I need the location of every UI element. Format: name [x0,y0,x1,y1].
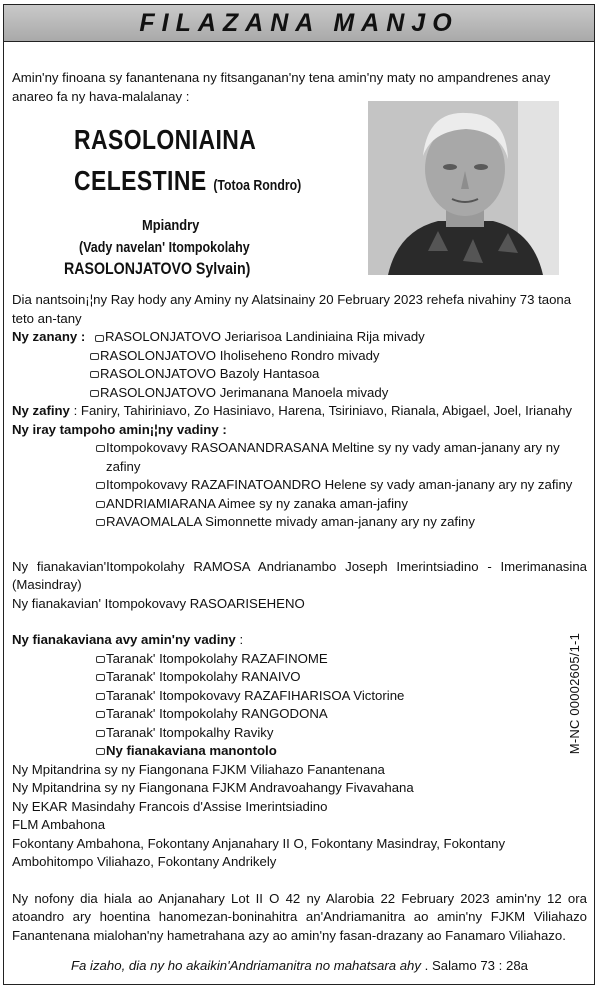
list-item: Itompokovavy RASOANANDRASANA Meltine sy ny vady aman-janany ary ny zafiny [90,439,587,476]
list-item: RASOLONJATOVO Iholiseheno Rondro mivady [84,347,587,366]
list-item: RASOLONJATOVO Jeriarisoa Landiniaina Rija mivady [89,329,425,344]
scripture-quote [12,957,587,976]
spouse-family-heading [12,631,587,650]
other-line: Fokontany Ambahona, Fokontany Anjanahary II O, Fokontany Masindray, Fokontany Ambohitompo Viliahazo, Fokontany Andrikely [12,835,506,869]
siblings-section [12,421,587,532]
children-section [12,328,587,402]
other-line: Ny EKAR Masindahy Francois d'Assise Imerintsiadino [12,798,328,814]
announcement-text: Dia nantsoin¡¦ny Ray hody any Aminy ny Alatsinainy 20 February 2023 rehefa nivahiny 73 taona teto an-tany [12,292,572,326]
list-item: Itompokovavy RAZAFINATOANDRO Helene sy vady aman-janany ary ny zafiny [90,476,587,495]
siblings-label: Ny iray tampoho amin¡¦ny vadiny : [12,421,227,437]
spouse-name: RASOLONJATOVO Sylvain) [64,260,251,278]
funeral-details: Ny nofony dia hiala ao Anjanahary Lot II O 42 ny Alarobia 22 February 2023 amin'ny 12 ora atoandro ary hoentina hanomezan-boninahitra an'Andriamanitra ao amin'ny FJKM Viliahazo Fanantenana mialohan'ny hametrahana azy ao amin'ny fasan-drazany ao Fanamaro Viliahazo. [12,890,587,943]
list-item: ANDRIAMIARANA Aimee sy ny zanaka aman-jafiny [90,495,587,514]
deceased-name-line1: RASOLONIAINA [74,124,257,155]
other-line: FLM Ambahona [12,817,106,832]
other-line: Ny Mpitandrina sy ny Fiangonana FJKM Andravoahangy Fivavahana [12,780,414,795]
intro-text: Amin'ny finoana sy fanantenana ny fitsanganan'ny tena amin'ny maty no ampandrenes anay anareo fa ny hava-malalanay : [12,70,551,104]
header-title: FILAZANA MANJO [4,5,594,42]
list-item: Taranak' Itompokolahy RAZAFINOME [90,650,587,669]
notice-main-text [12,291,587,976]
list-item: RAVAOMALALA Simonnette mivady aman-janany ary ny zafiny [90,513,587,532]
list-item: RASOLONJATOVO Bazoly Hantasoa [84,365,587,384]
deceased-role: Mpiandry [142,217,200,234]
others-section [12,761,587,872]
grandchildren-section [12,402,587,421]
quote-reference: . Salamo 73 : 28a [424,958,529,973]
list-item: Taranak' Itompokovavy RAZAFIHARISOA Victorine [90,687,587,706]
spouse-line: (Vady navelan' Itompokolahy [79,240,250,256]
list-item: Taranak' Itompokolahy RANAIVO [90,668,587,687]
spouse-family-colon: : [235,632,244,647]
children-row-1 [12,328,587,347]
list-item-bold: Ny fianakaviana manontolo [90,742,587,761]
spouse-family-section [12,631,587,761]
other-line: Ny Mpitandrina sy ny Fiangonana FJKM Viliahazo Fanantenana [12,761,385,777]
deceased-portrait-photo [368,101,559,275]
deceased-name-line2 [74,165,302,196]
list-item: RASOLONJATOVO Jerimanana Manoela mivady [84,384,587,403]
list-item: Taranak' Itompokalhy Raviky [90,724,587,743]
grandchildren-label: Ny zafiny [12,403,70,418]
list-item: Taranak' Itompokolahy RANGODONA [90,705,587,724]
quote-text: Fa izaho, dia ny ho akaikin'Andriamanitra no mahatsara ahy [70,958,421,973]
children-label: Ny zanany : [12,329,86,344]
obituary-notice [3,4,595,985]
reference-code: M-NC 00002605/1-1 [567,633,582,755]
grandchildren-names: : Faniry, Tahiriniavo, Zo Hasiniavo, Harena, Tsiriniavo, Rianala, Abigael, Joel, Irianahy [73,403,573,418]
deceased-nickname: (Totoa Rondro) [213,177,302,194]
family-line-1: Ny fianakavian'Itompokolahy RAMOSA Andrianambo Joseph Imerintsiadino - Imerimanasina (Masindray) [12,558,587,592]
spouse-family-label: Ny fianakaviana avy amin'ny vadiny [12,632,236,647]
deceased-firstname: CELESTINE [74,165,207,196]
family-line-2: Ny fianakavian' Itompokovavy RASOARISEHENO [12,595,305,611]
